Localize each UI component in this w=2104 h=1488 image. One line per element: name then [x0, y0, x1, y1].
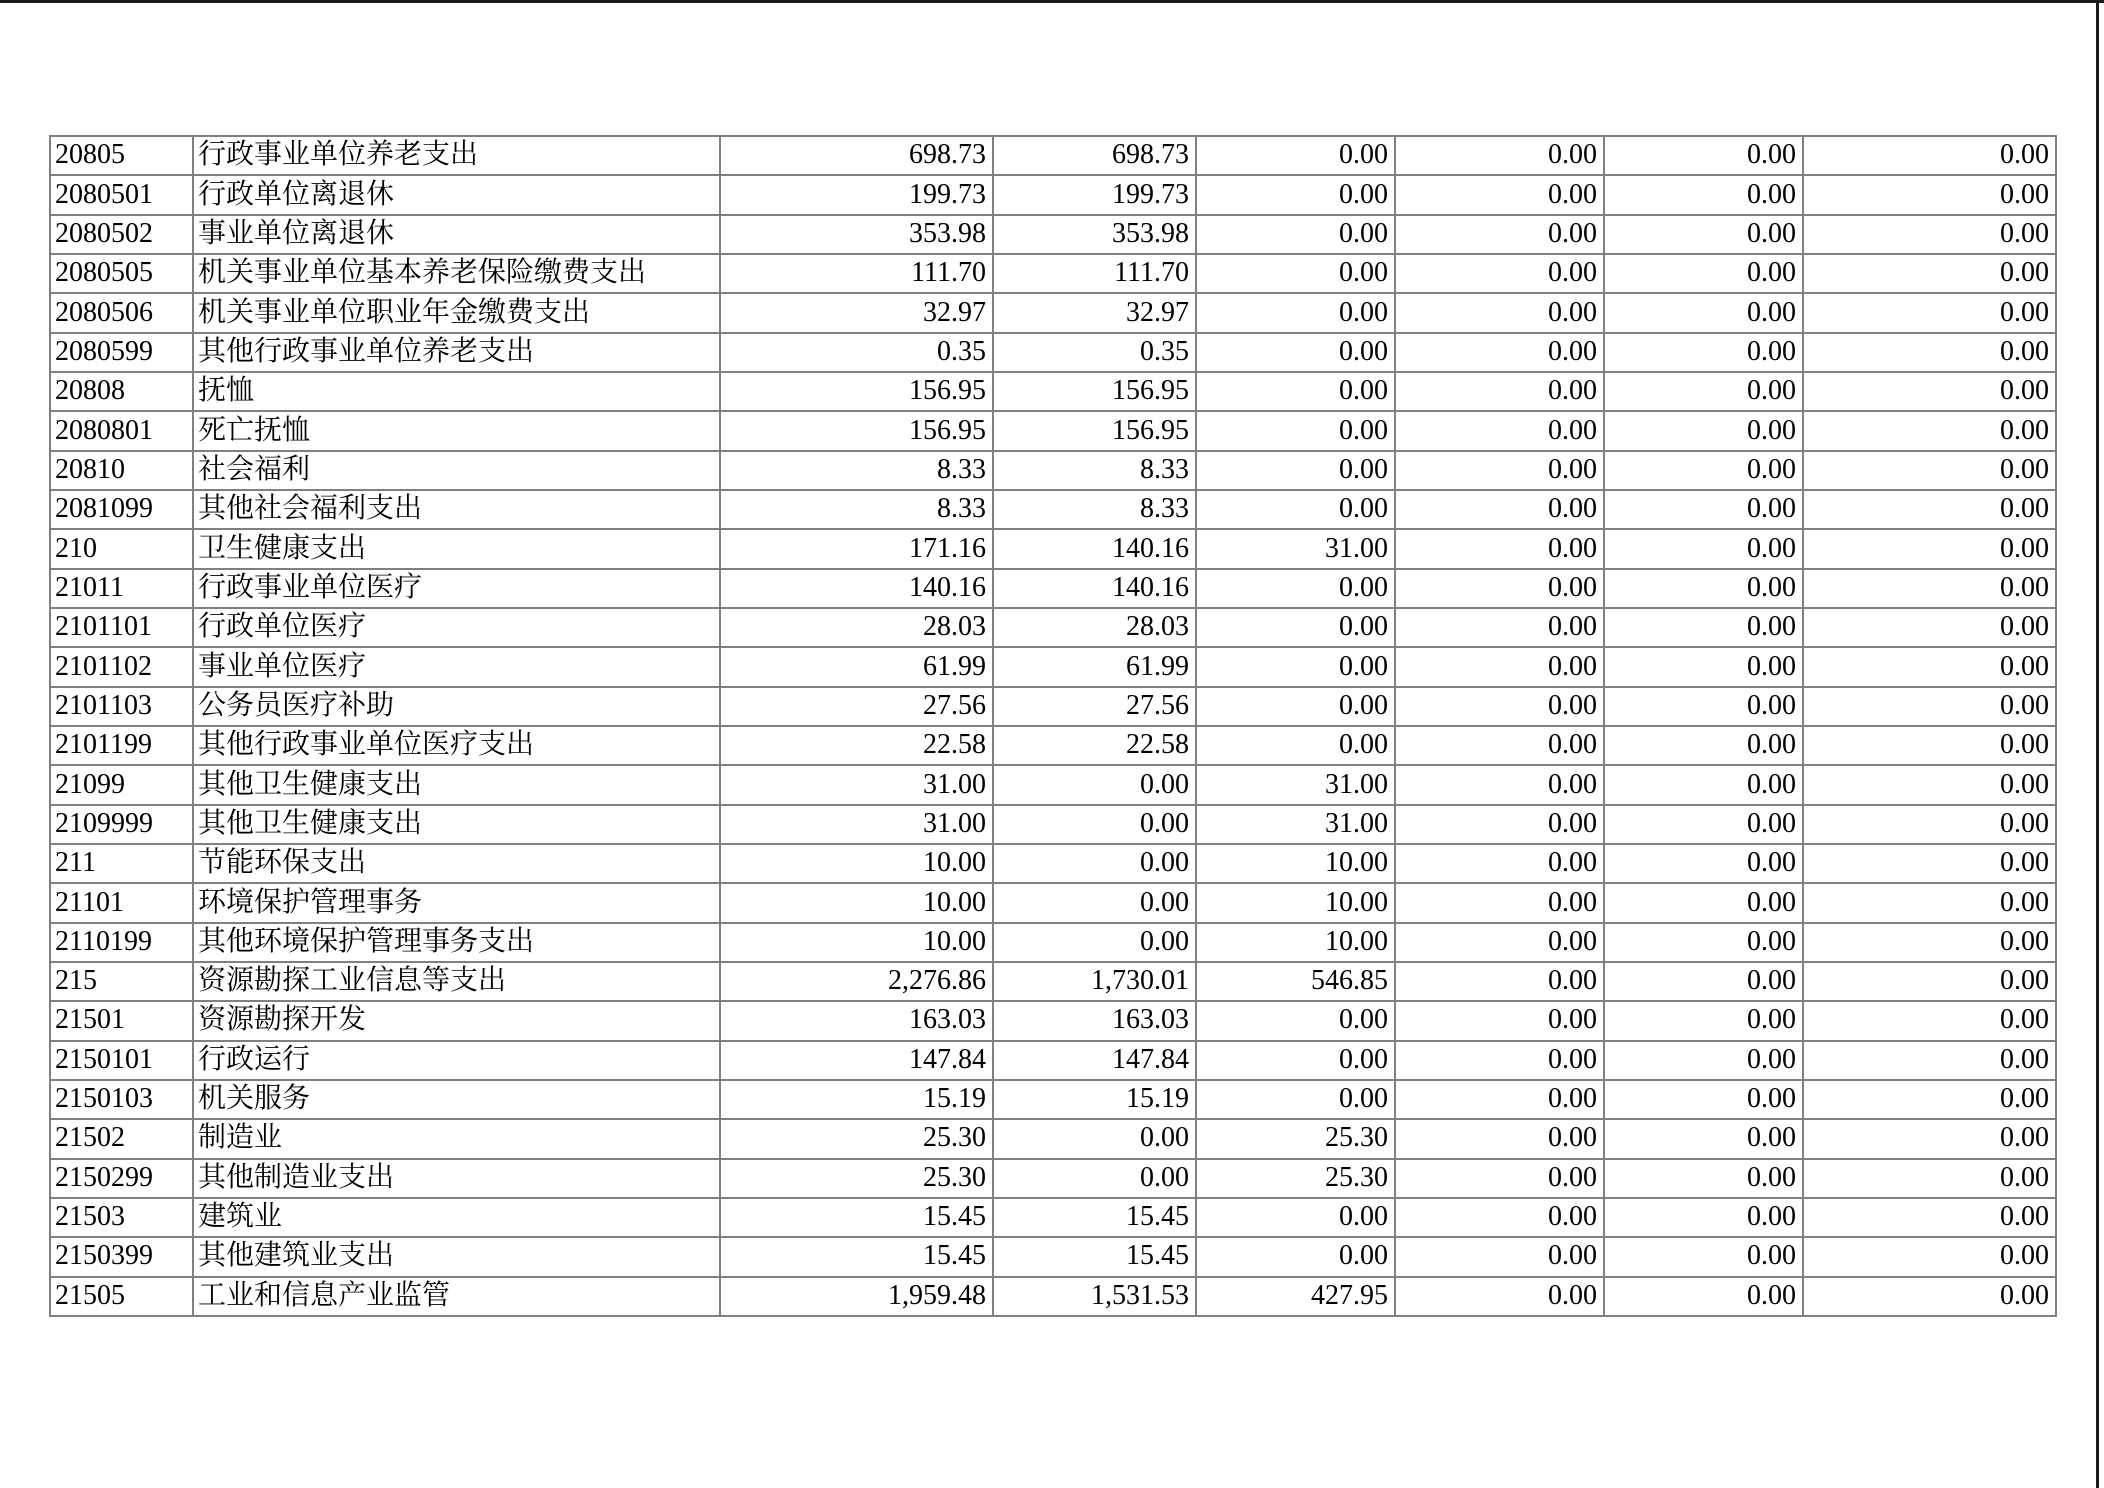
- code-cell: 215: [50, 962, 193, 1001]
- value-cell: 698.73: [720, 136, 993, 175]
- code-cell: 2150399: [50, 1237, 193, 1276]
- name-cell: 机关事业单位基本养老保险缴费支出: [193, 254, 720, 293]
- table-row: [50, 293, 2056, 332]
- name-cell: 其他社会福利支出: [193, 490, 720, 529]
- value-cell: 0.00: [1395, 923, 1604, 962]
- value-cell: 0.00: [993, 1159, 1196, 1198]
- value-cell: 0.00: [1196, 215, 1395, 254]
- value-cell: 698.73: [993, 136, 1196, 175]
- value-cell: 15.45: [720, 1237, 993, 1276]
- code-cell: 21011: [50, 569, 193, 608]
- value-cell: 0.00: [1604, 293, 1803, 332]
- table-row: [50, 1237, 2056, 1276]
- value-cell: 8.33: [720, 490, 993, 529]
- name-cell: 行政运行: [193, 1041, 720, 1080]
- value-cell: 156.95: [720, 411, 993, 450]
- value-cell: 0.00: [1604, 962, 1803, 1001]
- value-cell: 0.00: [1604, 1041, 1803, 1080]
- name-cell: 其他卫生健康支出: [193, 805, 720, 844]
- value-cell: 25.30: [1196, 1159, 1395, 1198]
- value-cell: 15.45: [720, 1198, 993, 1237]
- value-cell: 1,959.48: [720, 1277, 993, 1316]
- value-cell: 22.58: [993, 726, 1196, 765]
- budget-table: [49, 135, 2057, 1317]
- value-cell: 0.00: [1395, 647, 1604, 686]
- value-cell: 0.00: [1803, 451, 2056, 490]
- value-cell: 0.00: [1395, 805, 1604, 844]
- value-cell: 0.00: [1395, 962, 1604, 1001]
- value-cell: 0.00: [1803, 333, 2056, 372]
- value-cell: 0.00: [1196, 372, 1395, 411]
- value-cell: 0.00: [1803, 647, 2056, 686]
- table-row: [50, 962, 2056, 1001]
- value-cell: 0.00: [1604, 844, 1803, 883]
- value-cell: 0.00: [1395, 372, 1604, 411]
- value-cell: 8.33: [993, 451, 1196, 490]
- value-cell: 0.00: [1196, 1237, 1395, 1276]
- code-cell: 2101102: [50, 647, 193, 686]
- table-row: [50, 411, 2056, 450]
- value-cell: 10.00: [720, 883, 993, 922]
- name-cell: 事业单位离退休: [193, 215, 720, 254]
- value-cell: 0.00: [1395, 883, 1604, 922]
- table-row: [50, 175, 2056, 214]
- table-row: [50, 136, 2056, 175]
- value-cell: 0.00: [1803, 844, 2056, 883]
- table-row: [50, 844, 2056, 883]
- name-cell: 行政单位医疗: [193, 608, 720, 647]
- value-cell: 61.99: [720, 647, 993, 686]
- value-cell: 0.00: [1395, 175, 1604, 214]
- code-cell: 2109999: [50, 805, 193, 844]
- page-right-rule: [2096, 0, 2099, 1488]
- value-cell: 156.95: [720, 372, 993, 411]
- value-cell: 0.00: [1803, 293, 2056, 332]
- table-row: [50, 569, 2056, 608]
- value-cell: 111.70: [993, 254, 1196, 293]
- code-cell: 2150101: [50, 1041, 193, 1080]
- value-cell: 0.00: [1395, 136, 1604, 175]
- code-cell: 2080505: [50, 254, 193, 293]
- value-cell: 0.00: [1604, 1080, 1803, 1119]
- value-cell: 8.33: [720, 451, 993, 490]
- name-cell: 抚恤: [193, 372, 720, 411]
- code-cell: 20805: [50, 136, 193, 175]
- value-cell: 0.00: [1803, 175, 2056, 214]
- value-cell: 0.00: [1604, 765, 1803, 804]
- value-cell: 0.00: [1196, 293, 1395, 332]
- code-cell: 20808: [50, 372, 193, 411]
- value-cell: 0.00: [1604, 1237, 1803, 1276]
- value-cell: 0.00: [1395, 1237, 1604, 1276]
- value-cell: 31.00: [720, 805, 993, 844]
- name-cell: 节能环保支出: [193, 844, 720, 883]
- table-row: [50, 490, 2056, 529]
- value-cell: 28.03: [720, 608, 993, 647]
- page-top-rule: [0, 0, 2104, 3]
- code-cell: 2080599: [50, 333, 193, 372]
- value-cell: 61.99: [993, 647, 1196, 686]
- value-cell: 163.03: [720, 1001, 993, 1040]
- table-row: [50, 923, 2056, 962]
- name-cell: 机关服务: [193, 1080, 720, 1119]
- value-cell: 25.30: [720, 1159, 993, 1198]
- value-cell: 0.00: [1604, 569, 1803, 608]
- value-cell: 0.00: [993, 923, 1196, 962]
- value-cell: 147.84: [993, 1041, 1196, 1080]
- value-cell: 0.00: [1395, 569, 1604, 608]
- value-cell: 0.00: [1803, 1119, 2056, 1158]
- value-cell: 0.00: [1803, 726, 2056, 765]
- value-cell: 31.00: [1196, 805, 1395, 844]
- value-cell: 0.00: [993, 805, 1196, 844]
- name-cell: 社会福利: [193, 451, 720, 490]
- code-cell: 211: [50, 844, 193, 883]
- code-cell: 2080502: [50, 215, 193, 254]
- value-cell: 0.00: [1395, 333, 1604, 372]
- value-cell: 147.84: [720, 1041, 993, 1080]
- table-row: [50, 647, 2056, 686]
- value-cell: 0.00: [1803, 411, 2056, 450]
- value-cell: 0.00: [1803, 1001, 2056, 1040]
- budget-table-body: [50, 136, 2056, 1316]
- value-cell: 0.00: [1196, 1080, 1395, 1119]
- value-cell: 0.00: [1395, 411, 1604, 450]
- value-cell: 156.95: [993, 411, 1196, 450]
- name-cell: 行政事业单位医疗: [193, 569, 720, 608]
- name-cell: 建筑业: [193, 1198, 720, 1237]
- table-row: [50, 451, 2056, 490]
- value-cell: 32.97: [993, 293, 1196, 332]
- name-cell: 机关事业单位职业年金缴费支出: [193, 293, 720, 332]
- value-cell: 15.45: [993, 1237, 1196, 1276]
- name-cell: 卫生健康支出: [193, 529, 720, 568]
- value-cell: 156.95: [993, 372, 1196, 411]
- value-cell: 0.00: [1604, 1277, 1803, 1316]
- value-cell: 0.00: [1395, 608, 1604, 647]
- value-cell: 0.00: [1604, 254, 1803, 293]
- name-cell: 工业和信息产业监管: [193, 1277, 720, 1316]
- value-cell: 15.45: [993, 1198, 1196, 1237]
- value-cell: 0.00: [1395, 1119, 1604, 1158]
- value-cell: 15.19: [993, 1080, 1196, 1119]
- value-cell: 0.00: [1803, 1080, 2056, 1119]
- value-cell: 0.00: [1196, 333, 1395, 372]
- value-cell: 0.00: [1604, 1119, 1803, 1158]
- value-cell: 0.00: [1604, 726, 1803, 765]
- value-cell: 0.00: [1196, 411, 1395, 450]
- code-cell: 2150299: [50, 1159, 193, 1198]
- value-cell: 0.00: [1196, 1001, 1395, 1040]
- table-row: [50, 687, 2056, 726]
- value-cell: 0.00: [1604, 451, 1803, 490]
- value-cell: 0.00: [993, 765, 1196, 804]
- value-cell: 171.16: [720, 529, 993, 568]
- value-cell: 2,276.86: [720, 962, 993, 1001]
- value-cell: 0.00: [1196, 254, 1395, 293]
- name-cell: 行政单位离退休: [193, 175, 720, 214]
- value-cell: 31.00: [1196, 765, 1395, 804]
- value-cell: 0.00: [1395, 1277, 1604, 1316]
- value-cell: 0.00: [1604, 608, 1803, 647]
- value-cell: 0.00: [1196, 175, 1395, 214]
- value-cell: 0.00: [1803, 529, 2056, 568]
- value-cell: 0.00: [1604, 1198, 1803, 1237]
- value-cell: 0.00: [1395, 529, 1604, 568]
- name-cell: 其他建筑业支出: [193, 1237, 720, 1276]
- value-cell: 15.19: [720, 1080, 993, 1119]
- table-row: [50, 1001, 2056, 1040]
- value-cell: 0.00: [1395, 254, 1604, 293]
- value-cell: 0.00: [1196, 687, 1395, 726]
- value-cell: 0.00: [1803, 490, 2056, 529]
- value-cell: 27.56: [720, 687, 993, 726]
- table-row: [50, 215, 2056, 254]
- code-cell: 2080801: [50, 411, 193, 450]
- table-row: [50, 1159, 2056, 1198]
- name-cell: 其他行政事业单位医疗支出: [193, 726, 720, 765]
- value-cell: 25.30: [1196, 1119, 1395, 1158]
- code-cell: 21101: [50, 883, 193, 922]
- value-cell: 0.00: [1196, 1198, 1395, 1237]
- value-cell: 0.00: [1196, 569, 1395, 608]
- value-cell: 8.33: [993, 490, 1196, 529]
- code-cell: 21505: [50, 1277, 193, 1316]
- table-row: [50, 805, 2056, 844]
- value-cell: 0.00: [1395, 1001, 1604, 1040]
- table-row: [50, 726, 2056, 765]
- value-cell: 0.00: [1803, 254, 2056, 293]
- value-cell: 10.00: [1196, 844, 1395, 883]
- name-cell: 其他环境保护管理事务支出: [193, 923, 720, 962]
- value-cell: 0.00: [1803, 883, 2056, 922]
- code-cell: 2110199: [50, 923, 193, 962]
- value-cell: 0.00: [1395, 1080, 1604, 1119]
- table-row: [50, 372, 2056, 411]
- name-cell: 环境保护管理事务: [193, 883, 720, 922]
- value-cell: 27.56: [993, 687, 1196, 726]
- name-cell: 死亡抚恤: [193, 411, 720, 450]
- value-cell: 0.00: [1604, 136, 1803, 175]
- code-cell: 210: [50, 529, 193, 568]
- value-cell: 0.00: [1604, 923, 1803, 962]
- code-cell: 21501: [50, 1001, 193, 1040]
- table-row: [50, 254, 2056, 293]
- value-cell: 0.00: [1196, 1041, 1395, 1080]
- value-cell: 0.00: [1604, 529, 1803, 568]
- value-cell: 1,531.53: [993, 1277, 1196, 1316]
- value-cell: 0.00: [1604, 883, 1803, 922]
- value-cell: 0.00: [1803, 962, 2056, 1001]
- table-row: [50, 1198, 2056, 1237]
- table-row: [50, 1277, 2056, 1316]
- code-cell: 2101199: [50, 726, 193, 765]
- value-cell: 111.70: [720, 254, 993, 293]
- value-cell: 0.35: [720, 333, 993, 372]
- value-cell: 0.00: [1803, 687, 2056, 726]
- value-cell: 353.98: [720, 215, 993, 254]
- value-cell: 10.00: [720, 844, 993, 883]
- value-cell: 31.00: [1196, 529, 1395, 568]
- value-cell: 0.00: [1604, 411, 1803, 450]
- name-cell: 事业单位医疗: [193, 647, 720, 686]
- value-cell: 0.00: [1395, 726, 1604, 765]
- code-cell: 21502: [50, 1119, 193, 1158]
- value-cell: 0.00: [1803, 923, 2056, 962]
- name-cell: 其他行政事业单位养老支出: [193, 333, 720, 372]
- code-cell: 21099: [50, 765, 193, 804]
- table-row: [50, 883, 2056, 922]
- value-cell: 0.00: [1803, 805, 2056, 844]
- table-row: [50, 608, 2056, 647]
- value-cell: 0.00: [993, 883, 1196, 922]
- value-cell: 0.00: [1196, 608, 1395, 647]
- value-cell: 0.00: [1604, 1159, 1803, 1198]
- value-cell: 0.00: [1803, 372, 2056, 411]
- table-row: [50, 333, 2056, 372]
- name-cell: 其他卫生健康支出: [193, 765, 720, 804]
- table-row: [50, 1041, 2056, 1080]
- value-cell: 0.00: [1395, 293, 1604, 332]
- value-cell: 0.00: [1604, 215, 1803, 254]
- value-cell: 163.03: [993, 1001, 1196, 1040]
- value-cell: 0.00: [1395, 844, 1604, 883]
- table-row: [50, 1080, 2056, 1119]
- value-cell: 546.85: [1196, 962, 1395, 1001]
- value-cell: 0.00: [1395, 215, 1604, 254]
- value-cell: 22.58: [720, 726, 993, 765]
- value-cell: 0.00: [1196, 726, 1395, 765]
- name-cell: 资源勘探工业信息等支出: [193, 962, 720, 1001]
- code-cell: 2101103: [50, 687, 193, 726]
- value-cell: 0.00: [1803, 136, 2056, 175]
- value-cell: 28.03: [993, 608, 1196, 647]
- value-cell: 0.00: [1395, 765, 1604, 804]
- value-cell: 199.73: [720, 175, 993, 214]
- value-cell: 0.00: [1604, 490, 1803, 529]
- value-cell: 0.35: [993, 333, 1196, 372]
- code-cell: 2101101: [50, 608, 193, 647]
- table-row: [50, 1119, 2056, 1158]
- code-cell: 20810: [50, 451, 193, 490]
- value-cell: 0.00: [1604, 687, 1803, 726]
- value-cell: 0.00: [993, 844, 1196, 883]
- value-cell: 31.00: [720, 765, 993, 804]
- value-cell: 25.30: [720, 1119, 993, 1158]
- value-cell: 0.00: [1803, 215, 2056, 254]
- value-cell: 0.00: [1395, 687, 1604, 726]
- value-cell: 0.00: [1803, 569, 2056, 608]
- value-cell: 0.00: [1803, 765, 2056, 804]
- value-cell: 10.00: [1196, 883, 1395, 922]
- table-row: [50, 529, 2056, 568]
- value-cell: 353.98: [993, 215, 1196, 254]
- value-cell: 0.00: [1803, 1237, 2056, 1276]
- value-cell: 10.00: [720, 923, 993, 962]
- value-cell: 140.16: [720, 569, 993, 608]
- name-cell: 制造业: [193, 1119, 720, 1158]
- value-cell: 0.00: [993, 1119, 1196, 1158]
- value-cell: 0.00: [1604, 372, 1803, 411]
- value-cell: 0.00: [1395, 490, 1604, 529]
- value-cell: 0.00: [1395, 1041, 1604, 1080]
- value-cell: 0.00: [1395, 1159, 1604, 1198]
- value-cell: 0.00: [1803, 1198, 2056, 1237]
- value-cell: 0.00: [1604, 333, 1803, 372]
- value-cell: 0.00: [1196, 490, 1395, 529]
- value-cell: 0.00: [1196, 136, 1395, 175]
- value-cell: 0.00: [1803, 1277, 2056, 1316]
- name-cell: 其他制造业支出: [193, 1159, 720, 1198]
- value-cell: 10.00: [1196, 923, 1395, 962]
- value-cell: 1,730.01: [993, 962, 1196, 1001]
- value-cell: 0.00: [1196, 451, 1395, 490]
- value-cell: 140.16: [993, 569, 1196, 608]
- code-cell: 2080501: [50, 175, 193, 214]
- value-cell: 0.00: [1395, 1198, 1604, 1237]
- code-cell: 2150103: [50, 1080, 193, 1119]
- table-row: [50, 765, 2056, 804]
- code-cell: 2081099: [50, 490, 193, 529]
- name-cell: 公务员医疗补助: [193, 687, 720, 726]
- name-cell: 行政事业单位养老支出: [193, 136, 720, 175]
- code-cell: 2080506: [50, 293, 193, 332]
- value-cell: 140.16: [993, 529, 1196, 568]
- value-cell: 0.00: [1803, 1041, 2056, 1080]
- value-cell: 0.00: [1196, 647, 1395, 686]
- code-cell: 21503: [50, 1198, 193, 1237]
- value-cell: 0.00: [1604, 647, 1803, 686]
- value-cell: 0.00: [1604, 805, 1803, 844]
- value-cell: 0.00: [1803, 608, 2056, 647]
- value-cell: 0.00: [1604, 175, 1803, 214]
- value-cell: 0.00: [1395, 451, 1604, 490]
- name-cell: 资源勘探开发: [193, 1001, 720, 1040]
- value-cell: 0.00: [1604, 1001, 1803, 1040]
- value-cell: 427.95: [1196, 1277, 1395, 1316]
- value-cell: 199.73: [993, 175, 1196, 214]
- value-cell: 32.97: [720, 293, 993, 332]
- value-cell: 0.00: [1803, 1159, 2056, 1198]
